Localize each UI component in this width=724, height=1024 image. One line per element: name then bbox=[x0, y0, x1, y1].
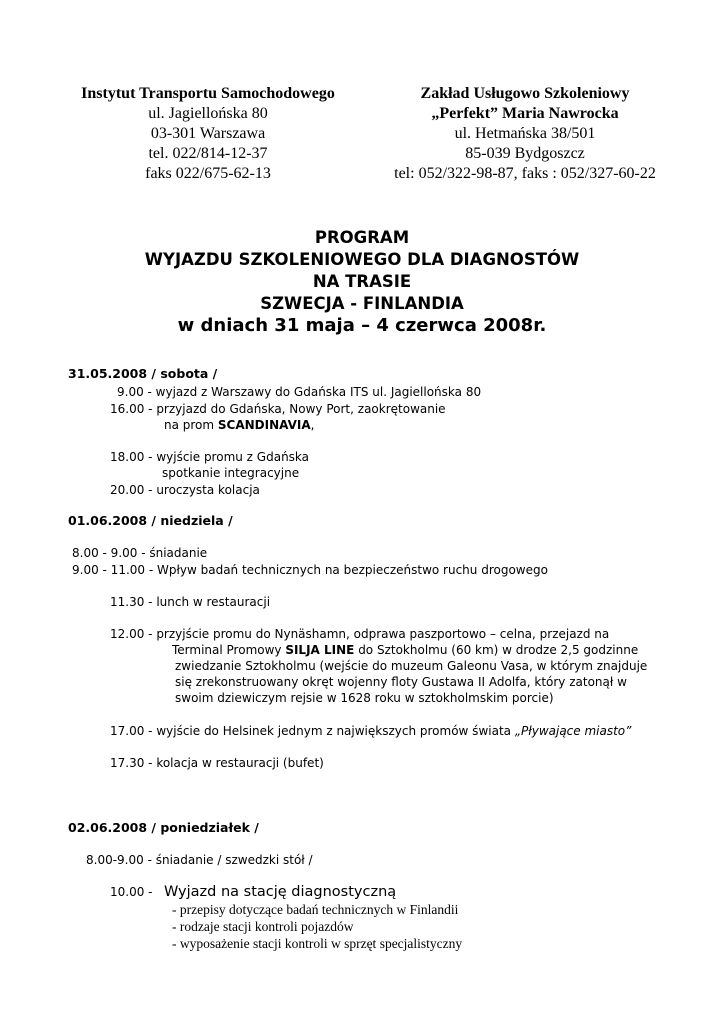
day-3-entry-2-time: 10.00 - bbox=[110, 885, 153, 899]
day-1-entry-3-cont: spotkanie integracyjne bbox=[162, 466, 300, 480]
title-line-2: WYJAZDU SZKOLENIOWEGO DLA DIAGNOSTÓW bbox=[144, 250, 580, 269]
day-1-entry-2-cont-punct: , bbox=[310, 418, 315, 432]
institute-street: ul. Jagiellońska 80 bbox=[148, 105, 268, 122]
title-line-1: PROGRAM bbox=[314, 228, 410, 247]
day-3-bullet-3: - wyposażenie stacji kontroli w sprzęt specjalistyczny bbox=[172, 936, 463, 951]
ship-name-silja-line: SILJA LINE bbox=[285, 643, 355, 657]
title-line-3: NA TRASIE bbox=[312, 272, 412, 291]
institute-fax: faks 022/675-62-13 bbox=[145, 165, 271, 182]
day-1-entry-3: 18.00 - wyjście promu z Gdańska bbox=[110, 450, 310, 464]
institute-name: Instytut Transportu Samochodowego bbox=[81, 85, 335, 102]
day-2-entry-4: 12.00 - przyjście promu do Nynäshamn, odprawa paszportowo – celna, przejazd na bbox=[110, 627, 610, 641]
day-2-entry-6: 17.30 - kolacja w restauracji (bufet) bbox=[110, 756, 324, 770]
day-3-entry-2-text: Wyjazd na stację diagnostyczną bbox=[163, 884, 397, 900]
day-1-entry-1: 9.00 - wyjazd z Warszawy do Gdańska ITS ul. Jagiellońska 80 bbox=[117, 385, 482, 399]
institute-city: 03-301 Warszawa bbox=[150, 125, 266, 142]
day-3-entry-2 bbox=[110, 884, 396, 900]
day-1-entry-4: 20.00 - uroczysta kolacja bbox=[110, 483, 260, 497]
day-3-heading: 02.06.2008 / poniedziałek / bbox=[68, 820, 259, 835]
day-2-entry-2: 9.00 - 11.00 - Wpływ badań technicznych na bezpieczeństwo ruchu drogowego bbox=[72, 563, 548, 577]
day-3-bullet-2: - rodzaje stacji kontroli pojazdów bbox=[172, 919, 354, 934]
day-2-entry-4-line-4: się zrekonstruowany okręt wojenny floty Gustawa II Adolfa, który zatonął w bbox=[175, 675, 627, 689]
ship-nickname: „Pływające miasto” bbox=[514, 724, 632, 738]
day-1-entry-2: 16.00 - przyjazd do Gdańska, Nowy Port, zaokrętowanie bbox=[110, 402, 446, 416]
day-2-entry-4-line-2-pre: Terminal Promowy bbox=[172, 643, 286, 657]
day-1-entry-2-cont-text: na prom bbox=[164, 418, 218, 432]
ship-name-scandinavia: SCANDINAVIA bbox=[217, 418, 311, 432]
day-3-bullet-1: - przepisy dotyczące badań technicznych w Finlandii bbox=[172, 902, 459, 917]
title-line-5: w dniach 31 maja – 4 czerwca 2008r. bbox=[177, 315, 547, 336]
company-name-2: „Perfekt” Maria Nawrocka bbox=[431, 105, 619, 122]
program-title bbox=[60, 227, 664, 337]
day-2-entry-5-text: 17.00 - wyjście do Helsinek jednym z największych promów świata bbox=[110, 724, 515, 738]
day-1-heading: 31.05.2008 / sobota / bbox=[68, 366, 218, 381]
day-3-entry-1: 8.00-9.00 - śniadanie / szwedzki stół / bbox=[86, 853, 313, 867]
day-2-entry-4-line-2-post: do Sztokholmu (60 km) w drodze 2,5 godzinne bbox=[354, 643, 639, 657]
day-2-entry-1: 8.00 - 9.00 - śniadanie bbox=[72, 546, 208, 560]
day-1-entry-2-cont bbox=[164, 417, 315, 433]
company-street: ul. Hetmańska 38/501 bbox=[454, 125, 596, 142]
day-2-entry-4-line-2 bbox=[172, 642, 638, 658]
header-left-block bbox=[58, 84, 358, 184]
company-name: Zakład Usługowo Szkoleniowy bbox=[420, 85, 630, 102]
header-right-block bbox=[372, 84, 678, 184]
title-line-4: SZWECJA - FINLANDIA bbox=[260, 294, 464, 313]
day-2-entry-3: 11.30 - lunch w restauracji bbox=[110, 595, 271, 609]
day-2-entry-4-line-3: zwiedzanie Sztokholmu (wejście do muzeum Galeonu Vasa, w którym znajduje bbox=[175, 659, 648, 673]
day-2-entry-4-line-5: swoim dziewiczym rejsie w 1628 roku w sztokholmskim porcie) bbox=[175, 691, 554, 705]
institute-phone: tel. 022/814-12-37 bbox=[148, 145, 268, 162]
company-contact: tel: 052/322-98-87, faks : 052/327-60-22 bbox=[394, 165, 656, 182]
day-2-entry-5 bbox=[110, 723, 631, 739]
day-2-heading: 01.06.2008 / niedziela / bbox=[68, 513, 233, 528]
company-city: 85-039 Bydgoszcz bbox=[465, 145, 585, 162]
